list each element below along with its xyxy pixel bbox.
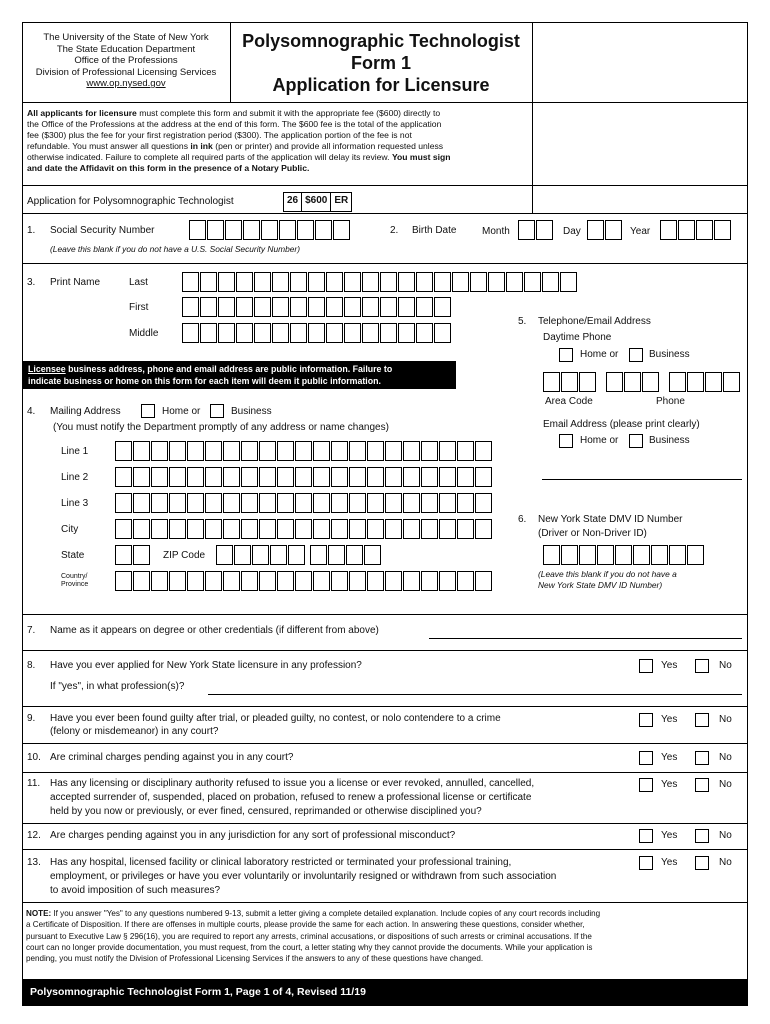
q5-label: Telephone/Email Address xyxy=(538,316,651,327)
middle-name-field[interactable] xyxy=(182,323,452,343)
yes-label: Yes xyxy=(661,714,678,725)
yes-label: Yes xyxy=(661,857,678,868)
mail-home-label: Home or xyxy=(162,406,201,417)
intro-lead: All applicants for licensure xyxy=(27,108,137,118)
yes-label: Yes xyxy=(661,660,678,671)
no-label: No xyxy=(719,752,732,763)
intro-line: otherwise indicated. Failure to complete all required parts of the application will delay its review. xyxy=(27,152,392,163)
title-line: Application for Licensure xyxy=(272,75,490,95)
notice-line: indicate business or home on this form for each item will deem it public information. xyxy=(28,376,381,386)
email-business-checkbox[interactable] xyxy=(629,434,643,448)
q9-line: Have you ever been found guilty after trial, or pleaded guilty, no contest, or nolo contendere to a crime xyxy=(50,713,501,724)
app-label: Application for Polysomnographic Technologist xyxy=(27,196,234,207)
phone-home-checkbox[interactable] xyxy=(559,348,573,362)
agency-block xyxy=(24,32,228,90)
note-line: pursuant to Executive Law § 296(16), you are required to report any arrests, criminal accusations, or dispositions of such arrests or criminal accusations. If the xyxy=(26,931,592,941)
state-field[interactable] xyxy=(115,545,151,565)
q7-input-line[interactable] xyxy=(429,638,742,639)
footer-text: Polysomnographic Technologist Form 1, Page 1 of 4, Revised 11/19 xyxy=(30,986,366,998)
q1-note: (Leave this blank if you do not have a U.S. Social Security Number) xyxy=(50,244,300,254)
no-label: No xyxy=(719,779,732,790)
q3-number: 3. xyxy=(27,277,36,288)
agency-line: The University of the State of New York xyxy=(43,32,209,43)
header-divider xyxy=(532,22,533,102)
no-label: No xyxy=(719,830,732,841)
q13-line: Has any hospital, licensed facility or clinical laboratory restricted or terminated your professional training, xyxy=(50,857,512,868)
q11-no-checkbox[interactable] xyxy=(695,778,709,792)
q7-label: Name as it appears on degree or other credentials (if different from above) xyxy=(50,625,379,636)
code-cell: ER xyxy=(331,192,352,212)
agency-line: Division of Professional Licensing Services xyxy=(35,66,217,78)
q11-yes-checkbox[interactable] xyxy=(639,778,653,792)
q9-number: 9. xyxy=(27,713,36,724)
code-cell: 26 xyxy=(283,192,302,212)
q6-sub: (Driver or Non-Driver ID) xyxy=(538,528,647,539)
zip-field[interactable] xyxy=(216,545,306,565)
intro-emphasis: You must sign xyxy=(391,152,451,163)
q9-line: (felony or misdemeanor) in any court? xyxy=(50,726,219,737)
no-label: No xyxy=(719,714,732,725)
agency-line: Office of the Professions xyxy=(74,55,178,66)
q2-number: 2. xyxy=(390,225,399,236)
header-rule xyxy=(22,102,748,103)
q8-no-checkbox[interactable] xyxy=(695,659,709,673)
zip-label: ZIP Code xyxy=(163,550,206,561)
section-rule xyxy=(22,849,748,850)
q10-number: 10. xyxy=(27,752,41,763)
intro-line: (pen or printer) and provide all information requested unless xyxy=(212,141,444,152)
ssn-field[interactable] xyxy=(189,220,351,240)
q6-note: New York State DMV ID Number) xyxy=(538,580,663,590)
section-rule xyxy=(22,650,748,651)
intro-line: fee ($300) plus the fee for your first registration period ($300). The application portion of the fee is not xyxy=(27,130,412,141)
last-name-label: Last xyxy=(129,277,148,288)
country-field[interactable] xyxy=(115,571,493,591)
section-rule xyxy=(22,823,748,824)
dmv-id-field[interactable] xyxy=(543,545,705,565)
email-business-label: Business xyxy=(649,435,690,446)
mail-business-label: Business xyxy=(231,406,272,417)
mail-business-checkbox[interactable] xyxy=(210,404,224,418)
form-title xyxy=(232,30,530,96)
q8-sub: If "yes", in what profession(s)? xyxy=(50,681,185,692)
area-code-field[interactable] xyxy=(543,372,597,392)
state-label: State xyxy=(61,550,85,561)
note-line: court can no longer provide documentation, you must request, from the court, a letter stating why they cannot provide the documents. While your application is xyxy=(26,942,593,952)
no-label: No xyxy=(719,660,732,671)
birth-day-field[interactable] xyxy=(587,220,623,240)
q9-no-checkbox[interactable] xyxy=(695,713,709,727)
q13-number: 13. xyxy=(27,857,41,868)
zip-ext-field[interactable] xyxy=(310,545,382,565)
year-label: Year xyxy=(630,226,651,237)
phone-business-label: Business xyxy=(649,349,690,360)
q7-number: 7. xyxy=(27,625,36,636)
q5-number: 5. xyxy=(518,316,527,327)
note-line: pending, you must notify the Division of Professional Licensing Services if the answers to any of these questions have changed. xyxy=(26,954,484,964)
phone-label: Phone xyxy=(656,396,685,407)
q3-label: Print Name xyxy=(50,277,101,288)
q8-input-line[interactable] xyxy=(208,694,742,695)
section-rule xyxy=(22,185,748,186)
notice-line: business address, phone and email address are public information. Failure to xyxy=(65,364,393,374)
q4-note: (You must notify the Department promptly of any address or name changes) xyxy=(53,422,389,433)
section-rule xyxy=(22,213,748,214)
q12-yes-checkbox[interactable] xyxy=(639,829,653,843)
q10-yes-checkbox[interactable] xyxy=(639,751,653,765)
city-field[interactable] xyxy=(115,519,493,539)
country-label-line: Country/ xyxy=(61,573,88,580)
note-line: If you answer "Yes" to any questions numbered 9-13, submit a letter giving a complete detailed explanation. Include copies of any court records including xyxy=(51,909,601,918)
day-label: Day xyxy=(563,226,581,237)
q11-line: accepted surrender of, suspended, placed on probation, refused to renew a professional license or certificate xyxy=(50,792,532,803)
birth-year-field[interactable] xyxy=(660,220,732,240)
q6-number: 6. xyxy=(518,514,527,525)
q1-number: 1. xyxy=(27,225,36,236)
q9-yes-checkbox[interactable] xyxy=(639,713,653,727)
title-line: Polysomnographic Technologist xyxy=(242,31,520,51)
intro-text xyxy=(27,108,547,175)
mail-home-checkbox[interactable] xyxy=(141,404,155,418)
section-rule xyxy=(22,263,748,264)
daytime-phone-label: Daytime Phone xyxy=(543,332,612,343)
phone-business-checkbox[interactable] xyxy=(629,348,643,362)
website-link[interactable]: www.op.nysed.gov xyxy=(86,78,166,89)
q6-label: New York State DMV ID Number xyxy=(538,514,683,525)
intro-line: must complete this form and submit it with the appropriate fee ($600) directly to xyxy=(136,108,441,118)
q8-label: Have you ever applied for New York State licensure in any profession? xyxy=(50,660,362,671)
notice-licensee: Licensee xyxy=(28,364,66,374)
intro-line: refundable. You must answer all questions xyxy=(27,141,191,152)
yes-label: Yes xyxy=(661,752,678,763)
email-label: Email Address (please print clearly) xyxy=(543,419,700,430)
header-divider xyxy=(230,22,231,102)
section-rule xyxy=(22,743,748,744)
email-input-line[interactable] xyxy=(542,479,742,480)
section-rule xyxy=(22,902,748,903)
phone-home-label: Home or xyxy=(580,349,619,360)
first-name-field[interactable] xyxy=(182,297,452,317)
q12-no-checkbox[interactable] xyxy=(695,829,709,843)
note-block xyxy=(26,908,746,964)
city-label: City xyxy=(61,524,79,535)
month-label: Month xyxy=(482,226,510,237)
line1-label: Line 1 xyxy=(61,446,89,457)
q1-label: Social Security Number xyxy=(50,225,155,236)
country-label xyxy=(61,573,88,589)
q13-line: employment, or privileges or have you ever voluntarily or involuntarily resigned or withdrawn from such association xyxy=(50,871,557,882)
q12-label: Are charges pending against you in any jurisdiction for any sort of professional misconduct? xyxy=(50,830,456,841)
q13-no-checkbox[interactable] xyxy=(695,856,709,870)
birth-month-field[interactable] xyxy=(518,220,554,240)
public-info-notice xyxy=(22,361,456,389)
first-name-label: First xyxy=(129,302,149,313)
title-line: Form 1 xyxy=(350,53,411,73)
line2-label: Line 2 xyxy=(61,472,89,483)
address-line2-field[interactable] xyxy=(115,467,493,487)
intro-emphasis: in ink xyxy=(190,141,213,152)
q6-note: (Leave this blank if you do not have a xyxy=(538,569,677,579)
agency-line: The State Education Department xyxy=(56,43,196,55)
address-line3-field[interactable] xyxy=(115,493,493,513)
phone-prefix-field[interactable] xyxy=(606,372,660,392)
phone-line-field[interactable] xyxy=(669,372,741,392)
no-label: No xyxy=(719,857,732,868)
yes-label: Yes xyxy=(661,779,678,790)
middle-name-label: Middle xyxy=(129,328,159,339)
section-rule xyxy=(22,706,748,707)
q11-line: held by you now or previously, or ever fined, censured, reprimanded or otherwise disciplined you? xyxy=(50,806,482,817)
note-label: NOTE: xyxy=(26,909,52,918)
area-code-label: Area Code xyxy=(545,396,593,407)
q8-number: 8. xyxy=(27,660,36,671)
q4-number: 4. xyxy=(27,406,36,417)
note-line: a Certificate of Disposition. If there are offenses in multiple courts, please provide the same for each action. In answering these questions, consider whether, xyxy=(26,920,585,930)
q10-label: Are criminal charges pending against you in any court? xyxy=(50,752,294,763)
section-rule xyxy=(22,614,748,615)
email-home-checkbox[interactable] xyxy=(559,434,573,448)
last-name-field[interactable] xyxy=(182,272,578,292)
q13-yes-checkbox[interactable] xyxy=(639,856,653,870)
fee-code-box xyxy=(283,192,352,212)
yes-label: Yes xyxy=(661,830,678,841)
intro-line: the Office of the Professions at the address at the end of this form. The $600 fee is the total of the application xyxy=(27,119,442,130)
q2-label: Birth Date xyxy=(412,225,457,236)
q12-number: 12. xyxy=(27,830,41,841)
section-rule xyxy=(22,772,748,773)
q4-label: Mailing Address xyxy=(50,406,121,417)
country-label-line: Province xyxy=(61,581,89,588)
address-line1-field[interactable] xyxy=(115,441,493,461)
q10-no-checkbox[interactable] xyxy=(695,751,709,765)
line3-label: Line 3 xyxy=(61,498,89,509)
q13-line: to avoid imposition of such measures? xyxy=(50,885,221,896)
row-divider xyxy=(532,185,533,213)
page-footer xyxy=(22,979,748,1006)
q11-number: 11. xyxy=(27,778,41,789)
intro-divider xyxy=(532,102,533,185)
intro-line: and date the Affidavit on this form in the presence of a Notary Public. xyxy=(27,163,310,174)
email-home-label: Home or xyxy=(580,435,619,446)
code-cell: $600 xyxy=(302,192,331,212)
q8-yes-checkbox[interactable] xyxy=(639,659,653,673)
q11-line: Has any licensing or disciplinary authority refused to issue you a license or ever revoked, annulled, cancelled, xyxy=(50,778,535,789)
